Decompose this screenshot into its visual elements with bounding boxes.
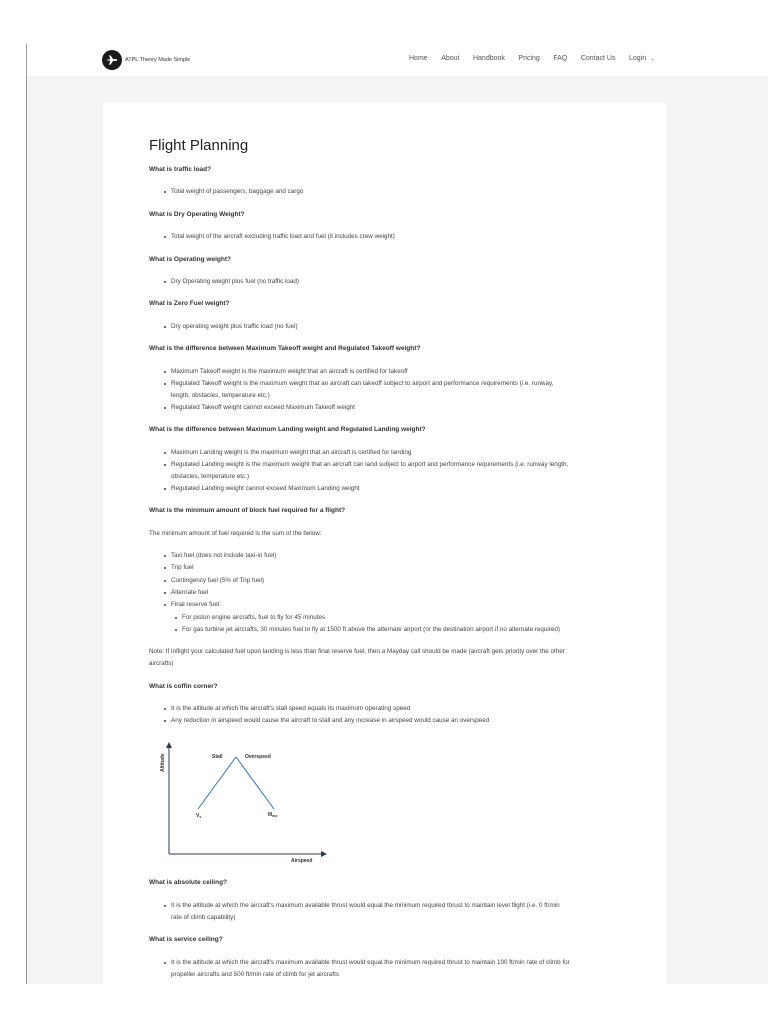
nav-login-label: Login [628, 55, 647, 62]
nav-pricing[interactable]: Pricing [518, 55, 540, 62]
list-item: Taxi fuel (does not include taxi-in fuel) [171, 552, 277, 559]
list-item: Trip fuel [171, 564, 194, 571]
question-coffin-corner: What is coffin corner? [149, 683, 218, 690]
list-item: Regulated Takeoff weight is the maximum weight that an aircraft can takeoff subject to airport and performance requirements (i.e. runway, [171, 380, 554, 387]
question-operating-weight: What is Operating weight? [149, 256, 231, 263]
mmo-label: $M_{mo}$ [268, 812, 278, 819]
page-title: Flight Planning [149, 137, 249, 154]
x-axis-arrow [321, 851, 327, 857]
list-item: Regulated Landing weight cannot exceed Maximum Landing weight [171, 485, 360, 492]
question-dry-operating-weight: What is Dry Operating Weight? [149, 211, 245, 218]
list-item: It is the altitude at which the aircraft's maximum available thrust would equal the minimum required thrust to maintain level flight (i.e. 0 ft/min [171, 902, 560, 909]
y-axis-arrow [166, 742, 172, 748]
nav-faq[interactable]: FAQ [553, 55, 568, 62]
stall-label: Stall [212, 754, 223, 760]
question-traffic-load: What is traffic load? [149, 166, 212, 173]
note-paragraph: Note: If inflight your calculated fuel upon landing is less than final reserve fuel, then a Mayday call should be made (aircraft gets priority over the other [149, 648, 565, 655]
paragraph: The minimum amount of fuel required is the sum of the below: [149, 530, 322, 537]
vs-label: $V_s$ [196, 813, 202, 820]
list-item: Dry operating weight plus traffic load (no fuel) [171, 323, 298, 330]
nav-contact-us[interactable]: Contact Us [580, 55, 616, 62]
question-block-fuel: What is the minimum amount of block fuel required for a flight? [149, 507, 346, 514]
list-item: Maximum Takeoff weight is the maximum weight that an aircraft is certified for takeoff [171, 368, 408, 375]
list-item-continued: propeller aircrafts and 500 ft/min rate of climb for jet aircrafts [171, 971, 339, 978]
question-service-ceiling: What is service ceiling? [149, 936, 223, 943]
list-item: Dry Operating weight plus fuel (no traffic load) [171, 278, 299, 285]
max-operating-speed-line [236, 757, 274, 809]
list-item: Contingency fuel (5% of Trip fuel) [171, 577, 265, 584]
sub-list-item: For piston engine aircrafts, fuel to fly for 45 minutes [182, 614, 326, 621]
nav-about[interactable]: About [441, 55, 460, 62]
y-axis-label: Altitude [160, 753, 166, 772]
list-item: Final reserve fuel: [171, 601, 222, 608]
list-item: It is the altitude at which the aircraft's maximum available thrust would equal the minimum required thrust to maintain 100 ft/min rate of climb for [171, 959, 570, 966]
chevron-down-icon: ⌄ [650, 56, 656, 62]
x-axis-label: Airspeed [291, 858, 313, 864]
list-item: Total weight of the aircraft excluding traffic load and fuel (it includes crew weight) [171, 233, 395, 240]
coffin-corner-diagram [155, 740, 335, 868]
question-absolute-ceiling: What is absolute ceiling? [149, 879, 228, 886]
list-item: Total weight of passengers, baggage and cargo [171, 188, 304, 195]
nav-handbook[interactable]: Handbook [472, 55, 505, 62]
list-item: Regulated Takeoff weight cannot exceed Maximum Takeoff weight [171, 404, 356, 411]
list-item-continued: obstacles, temperature etc.) [171, 473, 250, 480]
list-item-continued: rate of climb capability) [171, 914, 236, 921]
list-item: Maximum Landing weight is the maximum weight that an aircraft is certified for landing [171, 449, 412, 456]
list-item: It is the altitude at which the aircraft's stall speed equals its maximum operating speed [171, 705, 411, 712]
question-landing-weight: What is the difference between Maximum Landing weight and Regulated Landing weight? [149, 426, 426, 433]
list-item: Any reduction in airspeed would cause the aircraft to stall and any increase in airspeed would cause an overspeed [171, 717, 490, 724]
list-item-continued: length, obstacles, temperature etc.) [171, 392, 270, 399]
question-zero-fuel-weight: What is Zero Fuel weight? [149, 300, 230, 307]
nav-home[interactable]: Home [409, 55, 428, 62]
stall-speed-line [198, 757, 236, 809]
sub-list-item: For gas turbine jet aircrafts, 30 minutes fuel to fly at 1500 ft above the alternate airport (or the destination airport if no alternate required) [182, 626, 561, 633]
logo-text: ATPL Theory Made Simple [125, 57, 191, 63]
overspeed-label: Overspeed [245, 754, 271, 760]
list-item: Regulated Landing weight is the maximum weight that an aircraft can land subject to airport and performance requirements (i.e. runway length, [171, 461, 569, 468]
list-item: Alternate fuel [171, 589, 209, 596]
note-paragraph-continued: aircrafts) [149, 660, 174, 667]
question-takeoff-weight: What is the difference between Maximum Takeoff weight and Regulated Takeoff weight? [149, 345, 421, 352]
